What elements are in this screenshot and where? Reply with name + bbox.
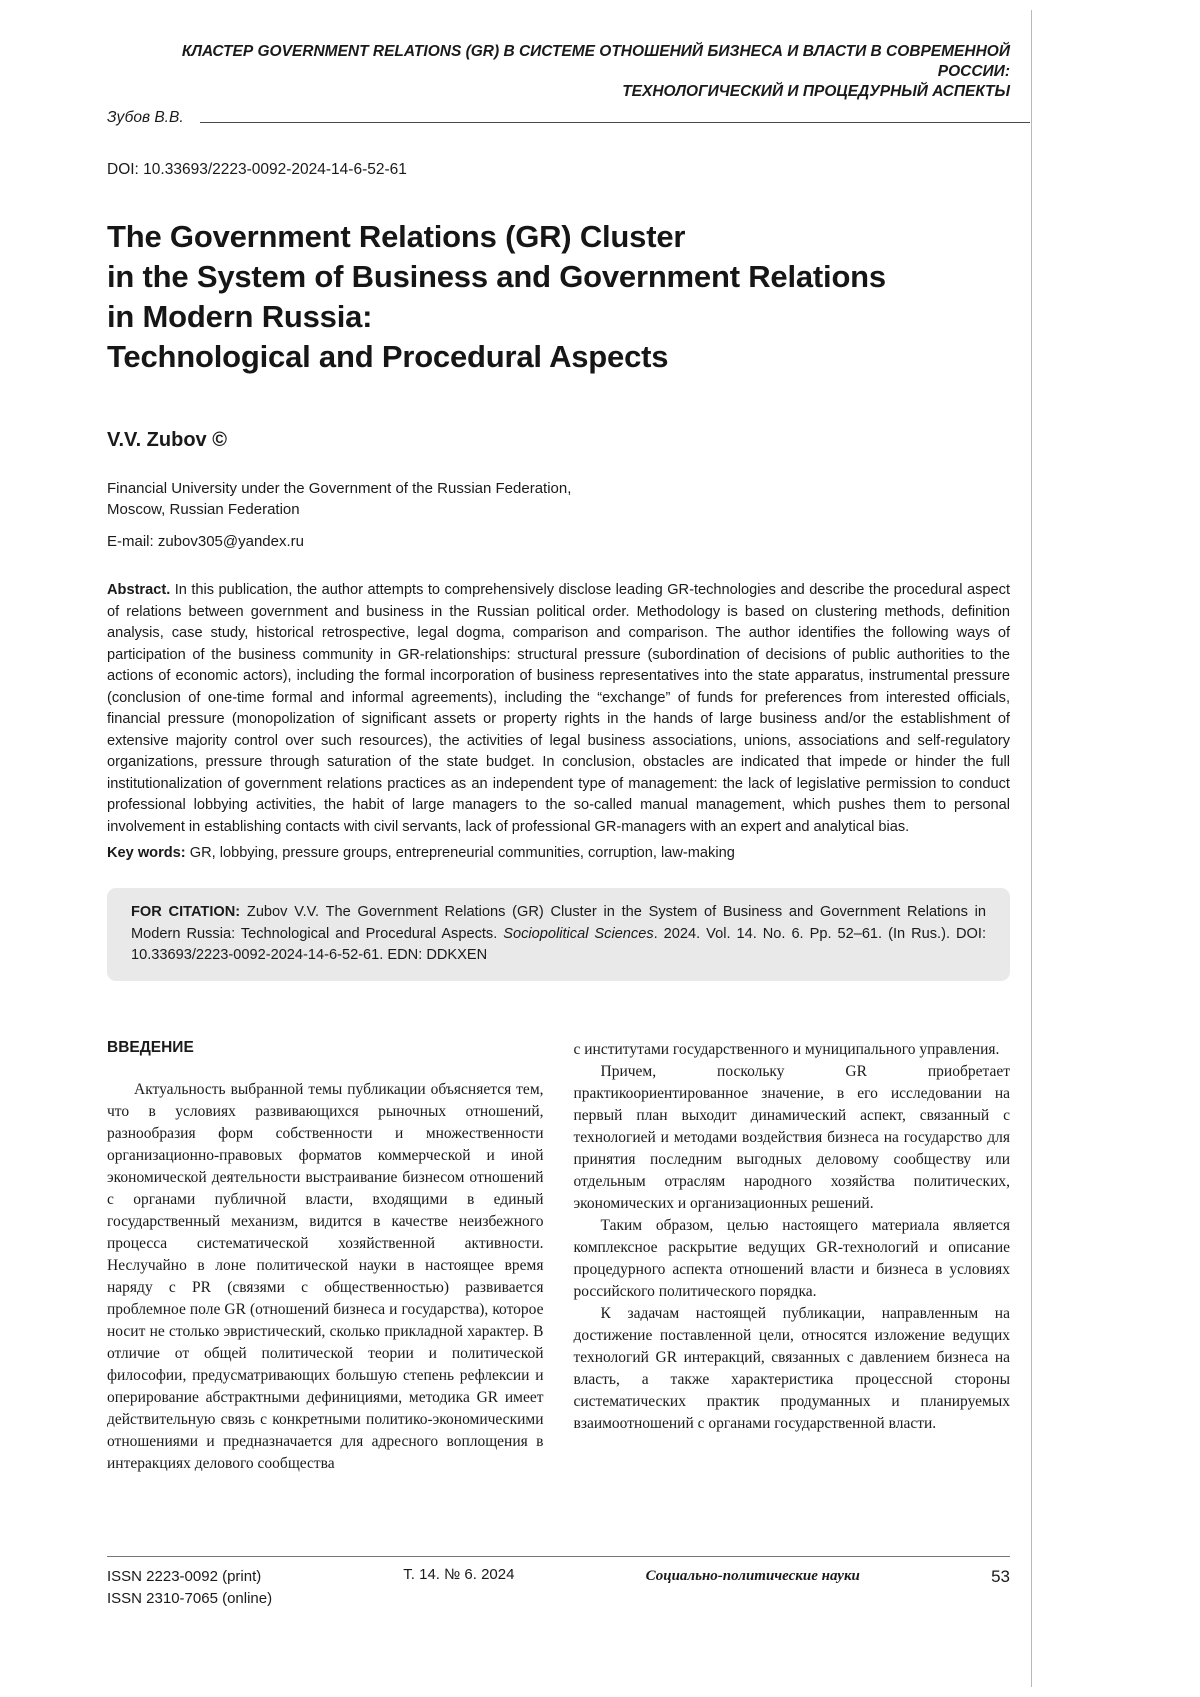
page-number: 53 [991, 1566, 1010, 1586]
article-title-line2: in the System of Business and Government Relations [107, 259, 886, 294]
volume-issue: Т. 14. № 6. 2024 [403, 1565, 515, 1583]
issn-online: ISSN 2310-7065 (online) [107, 1589, 273, 1607]
citation-journal-name: Sociopolitical Sciences [503, 925, 654, 942]
article-title-line1: The Government Relations (GR) Cluster [107, 219, 686, 254]
body-paragraph: Таким образом, целью настоящего материала является комплексное раскрытие ведущих GR-технологий и описание процедурного аспекта отношений власти и бизнеса в условиях российского политического порядка. [573, 1216, 1010, 1300]
doi: DOI: 10.33693/2223-0092-2024-14-6-52-61 [107, 161, 407, 178]
issn-block [107, 1566, 272, 1610]
running-head-line1: КЛАСТЕР GOVERNMENT RELATIONS (GR) В СИСТЕМЕ ОТНОШЕНИЙ БИЗНЕСА И ВЛАСТИ В СОВРЕМЕННОЙ РОССИИ: [181, 43, 1010, 80]
keywords [107, 845, 1010, 861]
introduction-heading: ВВЕДЕНИЕ [107, 1038, 194, 1056]
affiliation-line2: Moscow, Russian Federation [107, 501, 300, 518]
issn-print: ISSN 2223-0092 (print) [107, 1567, 262, 1585]
running-author-row [107, 109, 1010, 127]
running-head-line2: ТЕХНОЛОГИЧЕСКИЙ И ПРОЦЕДУРНЫЙ АСПЕКТЫ [622, 83, 1010, 100]
affiliation [107, 478, 1010, 520]
article-title-line3: in Modern Russia: [107, 299, 373, 334]
affiliation-line1: Financial University under the Government of the Russian Federation, [107, 480, 572, 497]
header-rule [200, 122, 1030, 123]
article-body-columns [107, 1039, 1010, 1544]
abstract-label: Abstract. [107, 582, 171, 598]
body-paragraph: Актуальность выбранной темы публикации объясняется тем, что в условиях развивающихся рыночных отношений, разнообразия форм собственности и множественности организационно-правовых форматов коммерческой и иной экономической деятельности выстраивание бизнесом отношений с органами публичной власти, входящими в единый государственный механизм, видится в качестве неизбежного процесса систематической хозяйственной активности. Неслучайно в лоне политической науки в настоящее время наряду с PR (связями с общественностью) развивается проблемное поле GR (отношений бизнеса и государства), которое носит не столько эвристический, сколько прикладной характер. В отличие от общей политической теории и политической философии, предусматривающих большую степень рефлексии и оперирование абстрактными дефинициями, методика GR имеет действительную связь с конкретными политико-экономическими отношениями и предназначается для адресного воплощения в интеракциях делового сообщества [107, 1080, 544, 1472]
abstract-text: In this publication, the author attempts to comprehensively disclose leading GR-technologies and describe the procedural aspect of relations between government and business in the Russian political order. Methodology is based on clustering methods, definition analysis, case study, historical retrospective, legal dogma, comparison and comparison. The author identifies the following ways of participation of the business community in GR-relationships: structural pressure (subordination of decisions of public authorities to the actions of economic actors), including the formal incorporation of business representatives into the state apparatus, instrumental pressure (conclusion of one-time formal and informal agreements), including the “exchange” of funds for preferences from interested officials, financial pressure (monopolization of significant assets or property rights in the hands of large business and/or the establishment of extensive majority control over such resources), the activities of legal business associations, unions, associations and self-regulatory organizations, pressure through saturation of the state budget. In conclusion, obstacles are indicated that impede or hinder the full institutionalization of government relations practices as an independent type of management: the lack of legislative permission to conduct professional lobbying activities, the habit of large managers to the so-called manual management, which pushes them to personal involvement in establishing contacts with civil servants, lack of professional GR-managers with an expert and analytical bias. [107, 582, 1010, 835]
journal-name: Социально-политические науки [645, 1567, 860, 1584]
citation-text-1: Zubov V.V. The Government Relations (GR) Cluster in the System of Business and Government Relations in Modern Russia: Technological and Procedural Aspects. [131, 904, 986, 942]
citation-label: FOR CITATION: [131, 904, 241, 920]
body-paragraph: Причем, поскольку GR приобретает практикоориентированное значение, в его исследовании на первый план выходит динамический аспект, связанный с технологией и методами воздействия бизнеса на государство для принятия последним выгодных деловому сообществу или отдельным отраслям народного хозяйства политических, экономических и организационных решений. [573, 1062, 1010, 1212]
right-vertical-rule [1031, 10, 1032, 1687]
body-paragraph: с институтами государственного и муниципального управления. [573, 1040, 1000, 1058]
abstract [107, 580, 1010, 838]
article-title-line4: Technological and Procedural Aspects [107, 339, 669, 374]
running-head [107, 42, 1010, 102]
body-paragraph: К задачам настоящей публикации, направленным на достижение поставленной цели, относятся изложение ведущих технологий GR интеракций, связанных с давлением бизнеса на власть, а также характеристика процессной стороны систематических практик продуманных и планируемых взаимоотношений с органами государственной власти. [573, 1304, 1010, 1432]
keywords-text: GR, lobbying, pressure groups, entrepreneurial communities, corruption, law-making [185, 845, 735, 861]
citation-box [107, 888, 1010, 981]
author-email: E-mail: zubov305@yandex.ru [107, 533, 304, 550]
citation-text-2: . 2024. Vol. 14. No. 6. Pp. 52–61. (In Rus.). DOI: 10.33693/2223-0092-2024-14-6-52-61. EDN: DDKXEN [131, 925, 986, 963]
running-author: Зубов В.В. [107, 109, 184, 126]
author-name: V.V. Zubov © [107, 429, 227, 451]
article-title [107, 217, 1010, 377]
page-footer [107, 1556, 1010, 1610]
keywords-label: Key words: [107, 845, 186, 861]
right-column [574, 1039, 1011, 1544]
page-content [107, 42, 1010, 1610]
left-column [107, 1039, 544, 1544]
